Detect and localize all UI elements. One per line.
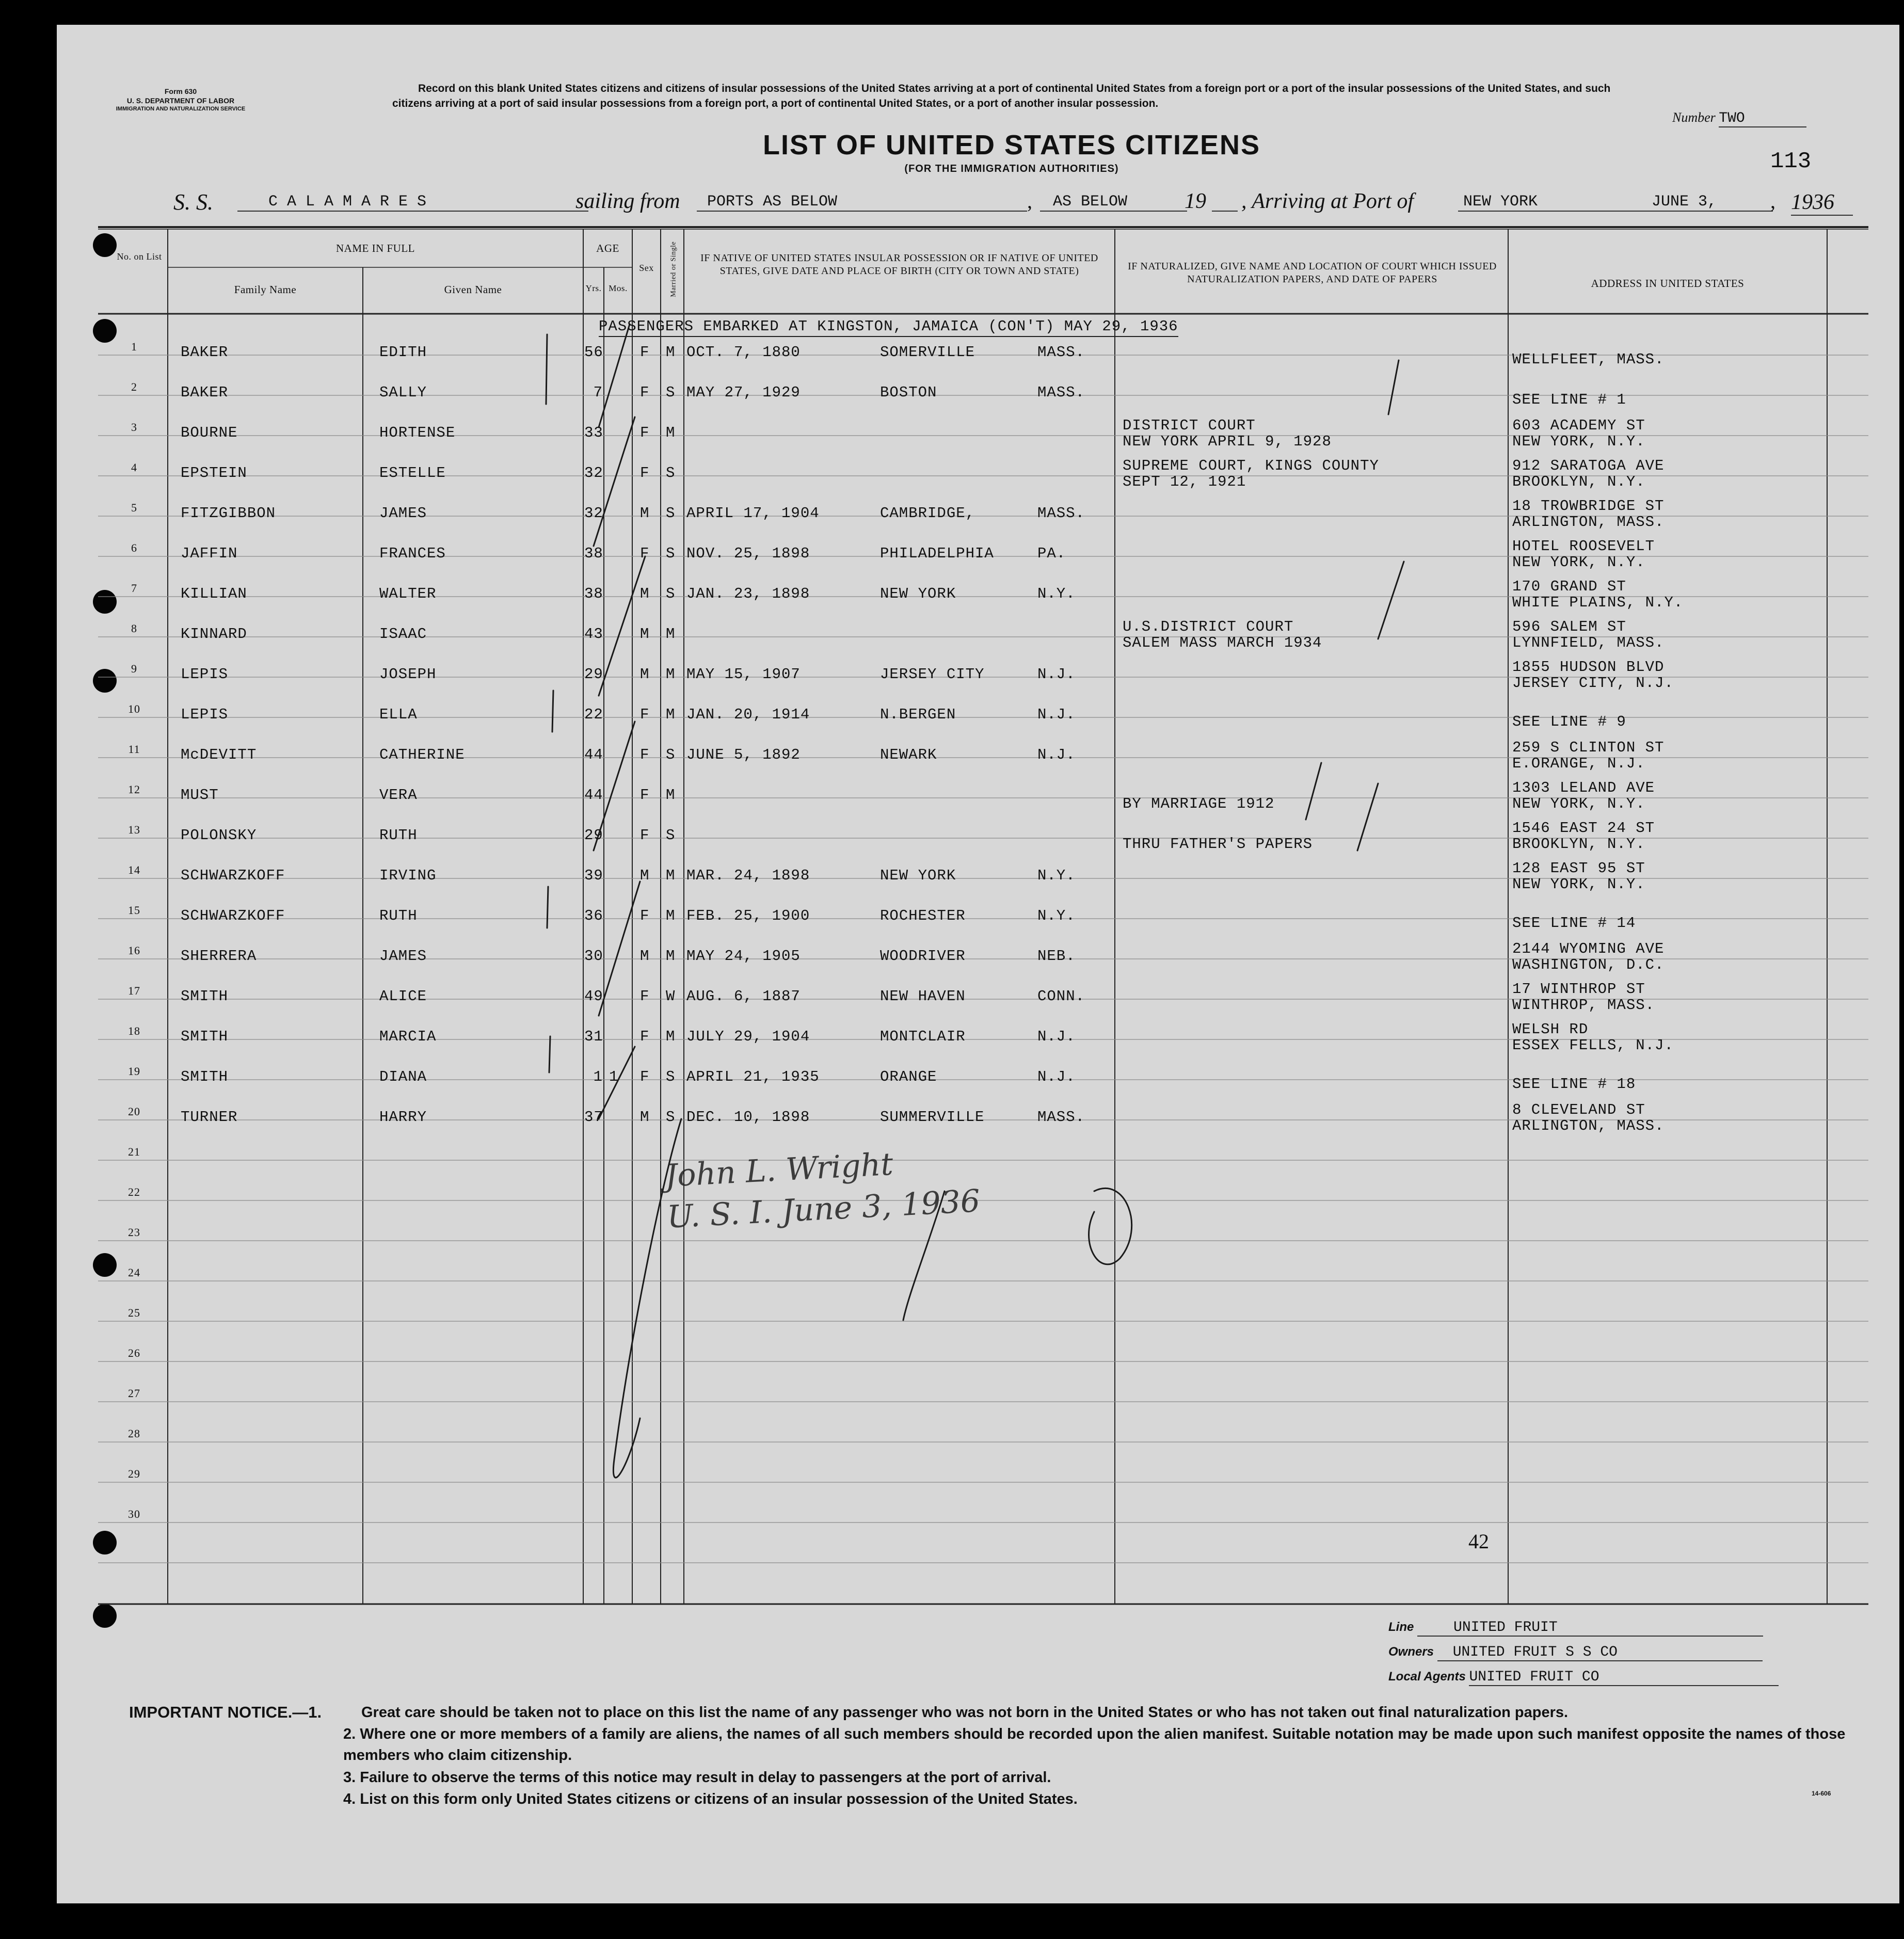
ss-label: S. S. xyxy=(173,189,213,215)
ship-name: C A L A M A R E S xyxy=(237,193,588,212)
address-line-1: 170 GRAND ST xyxy=(1512,578,1626,595)
footer-line-field xyxy=(1388,1620,1763,1637)
address-line-2: E.ORANGE, N.J. xyxy=(1512,755,1645,772)
naturalization-detail: BY MARRIAGE 1912 xyxy=(1123,795,1275,812)
birth-city: PHILADELPHIA xyxy=(880,545,994,562)
header-birth: IF NATIVE OF UNITED STATES INSULAR POSSESSION OR IF NATIVE OF UNITED STATES, GIVE DATE AND PLACE OF BIRTH (CITY OR TOWN AND STATE) xyxy=(700,252,1098,277)
birth-city: JERSEY CITY xyxy=(880,666,985,683)
family-name: SMITH xyxy=(181,1068,229,1085)
sex: M xyxy=(640,867,650,884)
given-name: ALICE xyxy=(379,988,427,1005)
row-number: 6 xyxy=(131,541,137,554)
header-name-in-full: NAME IN FULL xyxy=(336,242,415,254)
marital-status: M xyxy=(666,1028,676,1045)
address-line-2: NEW YORK, N.Y. xyxy=(1512,433,1645,450)
sex: F xyxy=(640,787,650,804)
sex: M xyxy=(640,505,650,522)
row-number: 25 xyxy=(128,1306,140,1319)
row-number: 28 xyxy=(128,1427,140,1440)
birth-state: N.J. xyxy=(1037,1068,1076,1085)
row-number: 29 xyxy=(128,1467,140,1480)
naturalization-detail: SEPT 12, 1921 xyxy=(1123,473,1246,490)
sex: F xyxy=(640,907,650,924)
row-number: 27 xyxy=(128,1387,140,1400)
given-name: CATHERINE xyxy=(379,746,465,763)
address-line-2: ARLINGTON, MASS. xyxy=(1512,514,1665,531)
birth-date: MAY 27, 1929 xyxy=(686,384,801,401)
birth-date: FEB. 25, 1900 xyxy=(686,907,810,924)
given-name: VERA xyxy=(379,787,418,804)
row-number: 17 xyxy=(128,984,140,997)
address-line-1: 1546 EAST 24 ST xyxy=(1512,820,1655,837)
address-line-1: HOTEL ROOSEVELT xyxy=(1512,538,1655,555)
row-number: 8 xyxy=(131,622,137,635)
address-line-2: BROOKLYN, N.Y. xyxy=(1512,836,1645,853)
row-number: 5 xyxy=(131,501,137,514)
address-line-2: WELLFLEET, MASS. xyxy=(1512,351,1665,368)
header-age: AGE xyxy=(596,242,619,254)
family-name: MUST xyxy=(181,787,219,804)
address-line-1: 259 S CLINTON ST xyxy=(1512,739,1665,756)
sex: M xyxy=(640,666,650,683)
sex: F xyxy=(640,1028,650,1045)
naturalization-detail: NEW YORK APRIL 9, 1928 xyxy=(1123,433,1332,450)
number-label: Number xyxy=(1672,110,1716,125)
document-title: LIST OF UNITED STATES CITIZENS xyxy=(763,130,1260,161)
family-name: LEPIS xyxy=(181,706,229,723)
notice-item-4: 4. List on this form only United States citizens or citizens of an insular possession of the United States. xyxy=(343,1791,1078,1807)
birth-state: N.Y. xyxy=(1037,867,1076,884)
address-line-2: ESSEX FELLS, N.J. xyxy=(1512,1037,1674,1054)
arrival-date-value: JUNE 3, xyxy=(1652,193,1717,211)
marital-status: M xyxy=(666,706,676,723)
sex: F xyxy=(640,464,650,482)
birth-date: MAY 15, 1907 xyxy=(686,666,801,683)
address-line-2: LYNNFIELD, MASS. xyxy=(1512,634,1665,651)
row-number: 12 xyxy=(128,783,140,796)
row-number: 26 xyxy=(128,1347,140,1359)
birth-city: SUMMERVILLE xyxy=(880,1109,985,1126)
row-number: 10 xyxy=(128,702,140,715)
given-name: JOSEPH xyxy=(379,666,437,683)
address-line-2: BROOKLYN, N.Y. xyxy=(1512,473,1645,490)
naturalization-court: DISTRICT COURT xyxy=(1123,417,1256,434)
given-name: ISAAC xyxy=(379,626,427,643)
family-name: SHERRERA xyxy=(181,948,257,965)
family-name: SMITH xyxy=(181,1028,229,1045)
address-line-2: NEW YORK, N.Y. xyxy=(1512,554,1645,571)
birth-state: NEB. xyxy=(1037,948,1076,965)
table-row xyxy=(57,1347,1899,1402)
age-years: 22 xyxy=(584,706,603,723)
agents-value: UNITED FRUIT CO xyxy=(1469,1669,1779,1686)
marital-status: S xyxy=(666,545,676,562)
birth-city: WOODRIVER xyxy=(880,948,966,965)
bottom-number: 42 xyxy=(1468,1530,1489,1553)
age-years: 29 xyxy=(584,827,603,844)
sex: M xyxy=(640,948,650,965)
footer-agents-field xyxy=(1388,1669,1779,1686)
given-name: IRVING xyxy=(379,867,437,884)
address-line-2: SEE LINE # 18 xyxy=(1512,1076,1636,1093)
arrival-year: 1936 xyxy=(1791,190,1853,216)
address-line-1: 128 EAST 95 ST xyxy=(1512,860,1645,877)
document-subtitle: (FOR THE IMMIGRATION AUTHORITIES) xyxy=(904,163,1119,174)
row-number: 3 xyxy=(131,421,137,434)
birth-state: MASS. xyxy=(1037,505,1085,522)
row-number: 4 xyxy=(131,461,137,474)
notice-heading: IMPORTANT NOTICE.—1. xyxy=(129,1703,322,1721)
address-line-2: NEW YORK, N.Y. xyxy=(1512,876,1645,893)
given-name: ESTELLE xyxy=(379,464,446,482)
sex: F xyxy=(640,706,650,723)
birth-date: MAY 24, 1905 xyxy=(686,948,801,965)
notice-item-3: 3. Failure to observe the terms of this notice may result in delay to passengers at the port of arrival. xyxy=(343,1769,1051,1786)
address-line-1: 17 WINTHROP ST xyxy=(1512,981,1645,998)
given-name: WALTER xyxy=(379,585,437,602)
table-row xyxy=(57,860,1899,919)
footer-owners-field xyxy=(1388,1644,1763,1661)
family-name: POLONSKY xyxy=(181,827,257,844)
birth-date: JULY 29, 1904 xyxy=(686,1028,810,1045)
row-number: 19 xyxy=(128,1065,140,1078)
number-value: TWO xyxy=(1719,110,1806,127)
row-number: 22 xyxy=(128,1185,140,1198)
age-years: 49 xyxy=(584,988,603,1005)
agents-label: Local Agents xyxy=(1388,1670,1466,1684)
naturalization-court: SUPREME COURT, KINGS COUNTY xyxy=(1123,457,1379,474)
sex: M xyxy=(640,1109,650,1126)
family-name: LEPIS xyxy=(181,666,229,683)
marital-status: M xyxy=(666,424,676,441)
table-row xyxy=(57,981,1899,1039)
family-name: TURNER xyxy=(181,1109,238,1126)
department-name: U. S. DEPARTMENT OF LABOR xyxy=(126,97,235,105)
sex: M xyxy=(640,585,650,602)
sex: F xyxy=(640,988,650,1005)
owners-label: Owners xyxy=(1388,1645,1434,1659)
address-line-2: WINTHROP, MASS. xyxy=(1512,997,1655,1014)
address-line-1: 1303 LELAND AVE xyxy=(1512,779,1655,796)
birth-date: MAR. 24, 1898 xyxy=(686,867,810,884)
address-line-1: 603 ACADEMY ST xyxy=(1512,417,1645,434)
age-years: 37 xyxy=(584,1109,603,1126)
form-code: 14-606 xyxy=(1812,1790,1831,1797)
age-years: 38 xyxy=(584,585,603,602)
birth-state: PA. xyxy=(1037,545,1066,562)
marital-status: S xyxy=(666,384,676,401)
age-years: 30 xyxy=(584,948,603,965)
header-given-name: Given Name xyxy=(444,283,502,296)
family-name: KILLIAN xyxy=(181,585,247,602)
marital-status: S xyxy=(666,1068,676,1085)
sailing-date-value: AS BELOW xyxy=(1040,193,1187,212)
birth-date: NOV. 25, 1898 xyxy=(686,545,810,562)
birth-state: N.J. xyxy=(1037,746,1076,763)
marital-status: M xyxy=(666,666,676,683)
row-number: 21 xyxy=(128,1145,140,1158)
birth-date: JUNE 5, 1892 xyxy=(686,746,801,763)
age-years: 36 xyxy=(584,907,603,924)
family-name: SCHWARZKOFF xyxy=(181,907,285,924)
arriving-label-text: Arriving at Port of xyxy=(1252,189,1414,213)
header-mos: Mos. xyxy=(609,283,628,293)
header-yrs: Yrs. xyxy=(585,283,602,293)
age-years: 32 xyxy=(584,505,603,522)
arriving-label: , Arriving at Port of xyxy=(1241,189,1414,213)
address-line-2: ARLINGTON, MASS. xyxy=(1512,1117,1665,1134)
row-number: 20 xyxy=(128,1105,140,1118)
header-married-or-single: Married or Single xyxy=(669,241,678,297)
address-line-1: 18 TROWBRIDGE ST xyxy=(1512,498,1665,515)
address-line-1: 1855 HUDSON BLVD xyxy=(1512,659,1665,676)
given-name: SALLY xyxy=(379,384,427,401)
given-name: JAMES xyxy=(379,505,427,522)
family-name: FITZGIBBON xyxy=(181,505,276,522)
family-name: KINNARD xyxy=(181,626,247,643)
birth-state: N.J. xyxy=(1037,666,1076,683)
sex: F xyxy=(640,827,650,844)
header-naturalized: IF NATURALIZED, GIVE NAME AND LOCATION OF COURT WHICH ISSUED NATURALIZATION PAPERS, AND DATE OF PAPERS xyxy=(1128,261,1497,285)
naturalization-detail: SALEM MASS MARCH 1934 xyxy=(1123,634,1322,651)
family-name: McDEVITT xyxy=(181,746,257,763)
manifest-sheet xyxy=(57,25,1899,1903)
birth-city: BOSTON xyxy=(880,384,937,401)
birth-state: N.Y. xyxy=(1037,907,1076,924)
birth-city: CAMBRIDGE, xyxy=(880,505,975,522)
row-number: 15 xyxy=(128,904,140,917)
table-row xyxy=(57,1306,1899,1361)
header-sex: Sex xyxy=(639,263,654,273)
birth-city: NEWARK xyxy=(880,746,937,763)
given-name: RUTH xyxy=(379,827,418,844)
marital-status: M xyxy=(666,948,676,965)
given-name: HARRY xyxy=(379,1109,427,1126)
birth-state: CONN. xyxy=(1037,988,1085,1005)
table-row xyxy=(57,1508,1899,1563)
age-years: 32 xyxy=(584,464,603,482)
family-name: BAKER xyxy=(181,384,229,401)
sex: F xyxy=(640,344,650,361)
sailing-from-value: PORTS AS BELOW xyxy=(697,193,1027,212)
given-name: FRANCES xyxy=(379,545,446,562)
marital-status: S xyxy=(666,1109,676,1126)
age-years: 39 xyxy=(584,867,603,884)
sex: M xyxy=(640,626,650,643)
intro-text: Record on this blank United States citizens and citizens of insular possessions of the United States arriving at a port of continental United States from a foreign port or a port of the insular possessions of the United States, and such citizens arriving at a port of said insular possessions from a foreign port, a port of continental United States, or a port of another insular possession. xyxy=(392,83,1611,109)
address-line-2: NEW YORK, N.Y. xyxy=(1512,795,1645,812)
line-value: UNITED FRUIT xyxy=(1417,1620,1763,1637)
year-prefix: 19 xyxy=(1185,189,1206,213)
address-line-1: 8 CLEVELAND ST xyxy=(1512,1101,1645,1118)
table-row xyxy=(57,1266,1899,1321)
row-number: 7 xyxy=(131,582,137,595)
family-name: EPSTEIN xyxy=(181,464,247,482)
row-number: 11 xyxy=(128,743,140,756)
form-number: Form 630 xyxy=(164,87,197,95)
port-value: NEW YORK xyxy=(1458,193,1773,212)
table-row xyxy=(57,1467,1899,1523)
section-heading: PASSENGERS EMBARKED AT KINGSTON, JAMAICA (CON'T) MAY 29, 1936 xyxy=(599,318,1178,337)
marital-status: M xyxy=(666,907,676,924)
family-name: SCHWARZKOFF xyxy=(181,867,285,884)
age-years: 56 xyxy=(584,344,603,361)
row-number: 2 xyxy=(131,380,137,393)
notice-item-2: 2. Where one or more members of a family are aliens, the names of all such members should be recorded upon the alien manifest. Suitable notation may be made upon such manifest opposite the names of those members who claim citizenship. xyxy=(343,1726,1846,1764)
birth-date: APRIL 21, 1935 xyxy=(686,1068,820,1085)
marital-status: S xyxy=(666,746,676,763)
birth-date: AUG. 6, 1887 xyxy=(686,988,801,1005)
address-line-2: SEE LINE # 9 xyxy=(1512,713,1626,730)
row-number: 9 xyxy=(131,662,137,675)
table-row xyxy=(57,1427,1899,1482)
sex: F xyxy=(640,1068,650,1085)
officer-signature xyxy=(664,1142,981,1236)
marital-status: M xyxy=(666,787,676,804)
marital-status: S xyxy=(666,505,676,522)
signature-name: John L. Wright xyxy=(664,1146,894,1194)
naturalization-detail: THRU FATHER'S PAPERS xyxy=(1123,836,1313,853)
notice-item-1: Great care should be taken not to place on this list the name of any passenger who was not born in the United States or who has not taken out final naturalization papers. xyxy=(361,1704,1569,1721)
address-line-1: 596 SALEM ST xyxy=(1512,618,1626,635)
header-address: ADDRESS IN UNITED STATES xyxy=(1591,277,1745,290)
birth-city: N.BERGEN xyxy=(880,706,956,723)
family-name: BOURNE xyxy=(181,424,238,441)
family-name: JAFFIN xyxy=(181,545,238,562)
birth-state: N.J. xyxy=(1037,1028,1076,1045)
birth-city: NEW HAVEN xyxy=(880,988,966,1005)
age-years: 43 xyxy=(584,626,603,643)
address-line-2: WHITE PLAINS, N.Y. xyxy=(1512,594,1684,611)
age-years: 7 xyxy=(593,384,603,401)
table-row xyxy=(57,659,1899,717)
birth-city: NEW YORK xyxy=(880,585,956,602)
table-row xyxy=(57,340,1899,395)
age-years: 31 xyxy=(584,1028,603,1045)
comma-separator: , xyxy=(1770,189,1775,213)
signature-date: U. S. I. June 3, 1936 xyxy=(666,1183,981,1236)
birth-city: NEW YORK xyxy=(880,867,956,884)
birth-city: SOMERVILLE xyxy=(880,344,975,361)
age-years: 38 xyxy=(584,545,603,562)
row-number: 23 xyxy=(128,1226,140,1239)
birth-date: OCT. 7, 1880 xyxy=(686,344,801,361)
given-name: DIANA xyxy=(379,1068,427,1085)
birth-date: APRIL 17, 1904 xyxy=(686,505,820,522)
sex: F xyxy=(640,384,650,401)
sex: F xyxy=(640,424,650,441)
marital-status: M xyxy=(666,344,676,361)
address-line-1: WELSH RD xyxy=(1512,1021,1589,1038)
address-line-2: JERSEY CITY, N.J. xyxy=(1512,675,1674,692)
marital-status: S xyxy=(666,585,676,602)
birth-date: JAN. 20, 1914 xyxy=(686,706,810,723)
address-line-2: WASHINGTON, D.C. xyxy=(1512,956,1665,973)
family-name: BAKER xyxy=(181,344,229,361)
address-line-2: SEE LINE # 14 xyxy=(1512,915,1636,932)
table-row xyxy=(57,1021,1899,1080)
marital-status: W xyxy=(666,988,676,1005)
sex: F xyxy=(640,545,650,562)
row-number: 18 xyxy=(128,1024,140,1037)
given-name: HORTENSE xyxy=(379,424,456,441)
row-number: 16 xyxy=(128,944,140,957)
birth-state: MASS. xyxy=(1037,1109,1085,1126)
birth-city: MONTCLAIR xyxy=(880,1028,966,1045)
given-name: ELLA xyxy=(379,706,418,723)
address-line-1: 912 SARATOGA AVE xyxy=(1512,457,1665,474)
service-name: IMMIGRATION AND NATURALIZATION SERVICE xyxy=(116,106,246,113)
birth-state: N.Y. xyxy=(1037,585,1076,602)
row-number: 30 xyxy=(128,1508,140,1520)
birth-date: DEC. 10, 1898 xyxy=(686,1109,810,1126)
row-number: 24 xyxy=(128,1266,140,1279)
given-name: MARCIA xyxy=(379,1028,437,1045)
age-years: 1 xyxy=(593,1068,603,1085)
header-family-name: Family Name xyxy=(234,283,297,296)
marital-status: S xyxy=(666,464,676,482)
line-label: Line xyxy=(1388,1620,1414,1634)
birth-city: ORANGE xyxy=(880,1068,937,1085)
birth-state: MASS. xyxy=(1037,384,1085,401)
family-name: SMITH xyxy=(181,988,229,1005)
age-months: 1 xyxy=(609,1068,619,1085)
owners-value: UNITED FRUIT S S CO xyxy=(1437,1644,1763,1661)
marital-status: S xyxy=(666,827,676,844)
row-number: 1 xyxy=(131,340,137,353)
comma-separator: , xyxy=(1027,189,1032,213)
given-name: RUTH xyxy=(379,907,418,924)
page-stamp: 113 xyxy=(1770,149,1812,174)
table-row xyxy=(57,1226,1899,1281)
naturalization-court: U.S.DISTRICT COURT xyxy=(1123,618,1294,635)
sex: F xyxy=(640,746,650,763)
age-years: 44 xyxy=(584,787,603,804)
birth-state: MASS. xyxy=(1037,344,1085,361)
marital-status: M xyxy=(666,626,676,643)
table-row xyxy=(57,1101,1899,1160)
given-name: EDITH xyxy=(379,344,427,361)
row-number: 14 xyxy=(128,863,140,876)
address-line-1: 2144 WYOMING AVE xyxy=(1512,940,1665,957)
marital-status: M xyxy=(666,867,676,884)
sailing-from-label: sailing from xyxy=(575,189,680,213)
birth-city: ROCHESTER xyxy=(880,907,966,924)
birth-state: N.J. xyxy=(1037,706,1076,723)
table-row xyxy=(57,1387,1899,1442)
given-name: JAMES xyxy=(379,948,427,965)
address-line-2: SEE LINE # 1 xyxy=(1512,391,1626,408)
age-years: 33 xyxy=(584,424,603,441)
row-number: 13 xyxy=(128,823,140,836)
age-years: 44 xyxy=(584,746,603,763)
age-years: 29 xyxy=(584,666,603,683)
header-no-on-list: No. on List xyxy=(117,251,162,262)
birth-date: JAN. 23, 1898 xyxy=(686,585,810,602)
